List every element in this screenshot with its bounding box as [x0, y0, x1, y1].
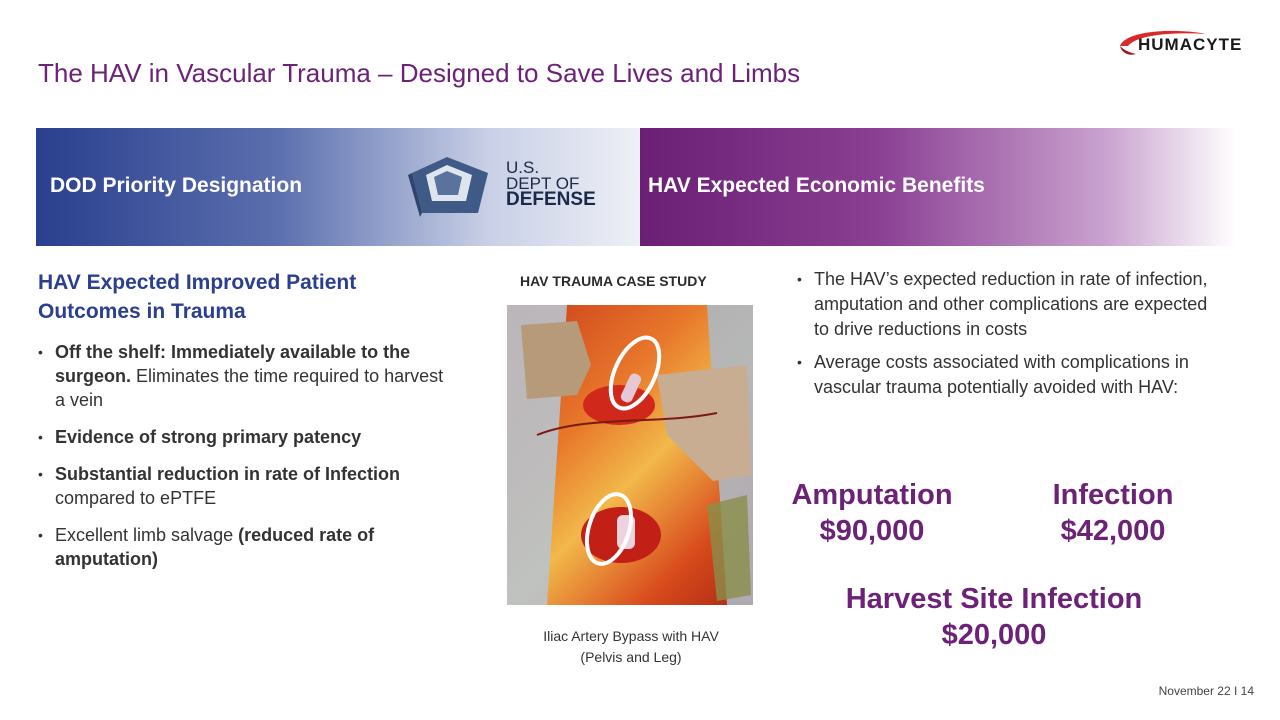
- dod-banner: [36, 128, 640, 246]
- economic-benefits-banner: [640, 128, 1236, 246]
- slide-footer: November 22 I 14: [1158, 684, 1254, 698]
- dod-line-2: DEPT OF: [506, 174, 580, 193]
- slide-title: The HAV in Vascular Trauma – Designed to Save Lives and Limbs: [38, 58, 801, 88]
- surgical-photo: [507, 305, 753, 605]
- cost-amputation: [770, 477, 974, 549]
- list-item: • Off the shelf: Immediately available to the surgeon. Eliminates the time required to harvest a vein: [38, 342, 444, 410]
- photo-caption: [505, 626, 757, 668]
- bullet-text: compared to ePTFE: [55, 488, 217, 508]
- outcomes-bullet-list: [38, 340, 458, 584]
- bullet-text: The HAV’s expected reduction in rate of infection, amputation and other complications are expected to drive reductions in costs: [814, 269, 1208, 339]
- cost-label: Infection: [1052, 479, 1174, 511]
- dod-banner-label: DOD Priority Designation: [50, 174, 303, 197]
- dod-wordmark: [506, 160, 596, 208]
- cost-infection: [1016, 477, 1210, 549]
- caption-line-2: (Pelvis and Leg): [580, 649, 682, 665]
- bullet-text: Eliminates the time required to harvest a vein: [55, 366, 444, 410]
- bullet-bold: Evidence of strong primary patency: [55, 427, 362, 447]
- cost-label: Harvest Site Infection: [845, 583, 1143, 615]
- bullet-text: Excellent limb salvage: [55, 525, 239, 545]
- list-item: • Evidence of strong primary patency: [38, 427, 362, 447]
- economic-bullet-list: [797, 267, 1227, 408]
- bullet-text: Average costs associated with complications in vascular trauma potentially avoided with HAV:: [814, 352, 1189, 397]
- list-item: • Average costs associated with complications in vascular trauma potentially avoided with HAV:: [797, 352, 1189, 397]
- economic-banner-label: HAV Expected Economic Benefits: [648, 174, 985, 197]
- dod-line-3: DEFENSE: [506, 189, 596, 210]
- cost-value: $90,000: [819, 515, 925, 547]
- list-item: • Substantial reduction in rate of Infection compared to ePTFE: [38, 464, 401, 508]
- list-item: • The HAV’s expected reduction in rate of infection, amputation and other complications are expected to drive reductions in costs: [797, 269, 1208, 339]
- bullet-bold: Off the shelf: Immediately available to the surgeon.: [55, 342, 411, 386]
- cost-value: $42,000: [1060, 515, 1166, 547]
- case-study-heading: HAV TRAUMA CASE STUDY: [520, 273, 707, 289]
- cost-value: $20,000: [941, 619, 1047, 651]
- cost-harvest-site-infection: [824, 581, 1164, 653]
- bullet-bold: Substantial reduction in rate of Infection: [55, 464, 401, 484]
- bullet-bold: (reduced rate of amputation): [55, 525, 375, 569]
- surgical-photo-illustration: [507, 305, 753, 605]
- caption-line-1: Iliac Artery Bypass with HAV: [543, 628, 719, 644]
- outcomes-heading: HAV Expected Improved Patient Outcomes in Trauma: [38, 271, 357, 323]
- pentagon-icon: [402, 153, 492, 217]
- cost-label: Amputation: [791, 479, 953, 511]
- list-item: • Excellent limb salvage (reduced rate of amputation): [38, 525, 375, 569]
- dod-line-1: U.S.: [506, 158, 540, 177]
- logo-text: HUMACYTE: [1138, 35, 1243, 54]
- humacyte-logo: [1116, 26, 1258, 62]
